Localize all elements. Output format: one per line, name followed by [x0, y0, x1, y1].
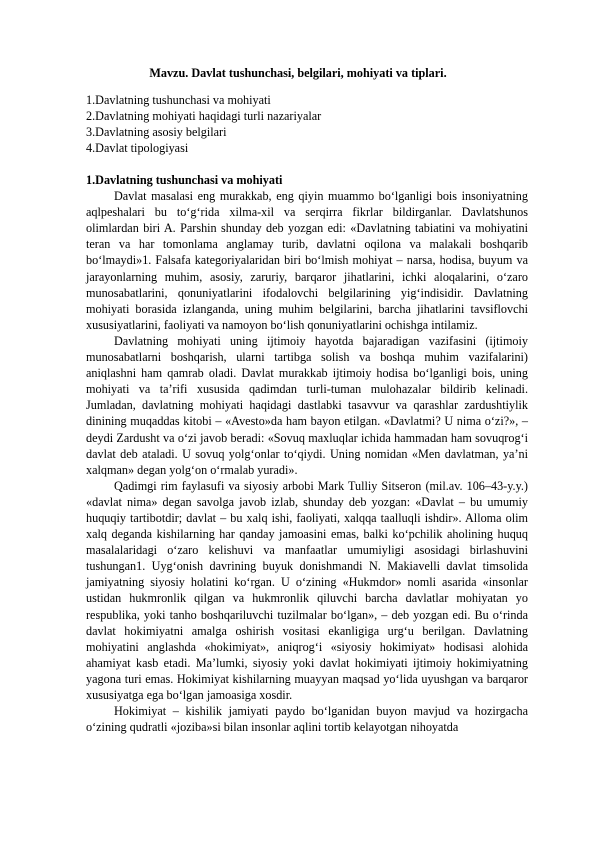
document-title: Mavzu. Davlat tushunchasi, belgilari, mohiyati va tiplari.: [149, 66, 447, 80]
toc-item: 1.Davlatning tushunchasi va mohiyati: [86, 93, 271, 107]
body-paragraph: Qadimgi rim faylasufi va siyosiy arbobi Mark Tulliy Sitseron (mil.av. 106–43-y.y.) «davlat nima» degan savolga javob izlab, shunday deb yozgan: «Davlat – bu umumiy huquqiy tartibotdir; davlat – bu xalq ishi, faoliyati, xalqqa taalluqli ishdir». Alloma olim xalq deganda kishilarning har qanday jamoasini emas, balki ko‘pchilik aholining huquq masalalaridagi o‘zaro kelishuvi va manfaatlar umumiyligi asosidagi birlashuvini tushungan1. Uyg‘onish davrining buyuk donishmandi N. Makiavelli davlat timsolida jamiyatning siyosiy holatini ko‘rgan. U o‘zining «Hukmdor» nomli asarida «insonlar ustidan hukmronlik qilgan va hukmronlik qiluvchi barcha davlatlar mohiyatan yo respublika, yoki tanho boshqariluvchi tuzilmalar bo‘lgan», – deb yozgan edi. Bu o‘rinda davlat hokimiyatni amalga oshirish vositasi ekanligiga urg‘u berilgan. Davlatning mohiyatini anglashda «hokimiyat», aniqrog‘i «siyosiy hokimiyat» hodisasi alohida ahamiyat kasb etadi. Ma’lumki, siyosiy yoki davlat hokimiyati ijtimoiy hokimiyatning yagona turi emas. Hokimiyat kishilarning muayyan maqsad yo‘lida uyushgan va barqaror xususiyatga ega bo‘lgan jamoasiga xosdir.: [86, 478, 528, 702]
section-heading: 1.Davlatning tushunchasi va mohiyati: [86, 173, 283, 187]
toc-item: 4.Davlat tipologiyasi: [86, 141, 189, 155]
body-paragraph: Hokimiyat – kishilik jamiyati paydo bo‘lganidan buyon mavjud va hozirgacha o‘zining qudratli «joziba»si bilan insonlar aqlini tortib kelayotgan nihoyatda: [86, 704, 528, 735]
table-of-contents: [86, 92, 526, 156]
body-paragraph: Davlat masalasi eng murakkab, eng qiyin muammo bo‘lganligi bois insoniyatning aqlpeshalari bu to‘g‘rida xilma-xil va serqirra fikrlar bildirganlar. Davlatshunos olimlardan biri A. Parshin shunday deb yozgan edi: «Davlatning tabiatini va mohiyatini teran va har tomonlama anglamay turib, davlatni oqilona va malakali boshqarib bo‘lmaydi»1. Falsafa kategoriyalaridan biri bo‘lmish mohiyat – narsa, hodisa, buyum va jarayonlarning muhim, asosiy, zaruriy, barqaror jihatlarini, ichki aloqalarini, o‘zaro munosabatlarini, qonuniyatlarini ifodalovchi belgilarining yig‘indisidir. Davlatning mohiyati borasida izlanganda, uning muhim belgilarini, barcha jihatlarini tavsiflovchi xususiyatlarini, faoliyati va namoyon bo‘lish qonuniyatlarini ochishga intilamiz.: [86, 189, 528, 332]
body-paragraph: Davlatning mohiyati uning ijtimoiy hayotda bajaradigan vazifasini (ijtimoiy munosabatlarni boshqarish, ularni tartibga solish va boshqa muhim vazifalarini) aniqlashni ham qamrab oladi. Davlat murakkab ijtimoiy hodisa bo‘lganligi bois, uning mohiyati va ta’rifi xususida qadimdan turli-tuman mulohazalar bildirib kelinadi. Jumladan, davlatning mohiyati haqidagi dastlabki tasavvur va qarashlar zardushtiylik dinining muqaddas kitobi – «Avesto»da ham bayon etilgan. «Davlatmi? U nima o‘zi?», – deydi Zardusht va o‘zi javob beradi: «Sovuq maxluqlar ichida hammadan ham sovuqrog‘i davlat deb ataladi. U sovuq yolg‘onlar to‘qiydi. Uning nomidan «Men davlatman, ya’ni xalqman» degan yolg‘on o‘rmalab yuradi».: [86, 333, 528, 477]
toc-item: 2.Davlatning mohiyati haqidagi turli nazariyalar: [86, 109, 322, 123]
document-body: [86, 172, 528, 735]
toc-item: 3.Davlatning asosiy belgilari: [86, 125, 227, 139]
